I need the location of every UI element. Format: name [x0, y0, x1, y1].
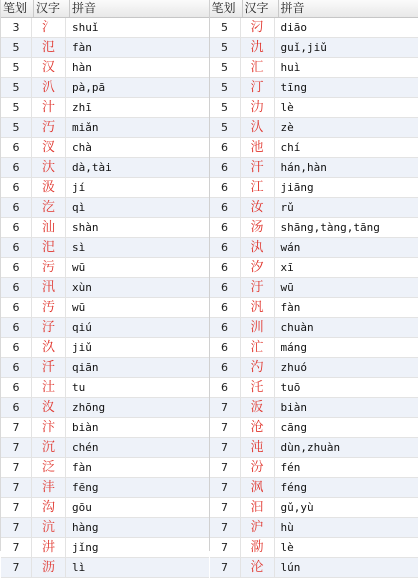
stroke-count: 7 — [210, 558, 241, 577]
pinyin: zè — [275, 118, 418, 137]
table-row[interactable] — [210, 478, 418, 498]
pinyin: xùn — [66, 278, 209, 297]
header-pinyin[interactable]: 拼音 — [279, 0, 418, 17]
stroke-count: 5 — [210, 78, 241, 97]
table-row[interactable] — [210, 498, 418, 518]
pinyin: chí — [275, 138, 418, 157]
stroke-count: 6 — [210, 318, 241, 337]
chinese-char: 汁 — [32, 98, 66, 117]
chinese-char: 汷 — [32, 398, 66, 417]
rows-right — [210, 18, 418, 578]
table-row[interactable] — [1, 38, 209, 58]
stroke-count: 5 — [1, 38, 32, 57]
table-row[interactable] — [1, 338, 209, 358]
stroke-count: 7 — [1, 478, 32, 497]
pinyin: máng — [275, 338, 418, 357]
stroke-count: 7 — [210, 458, 241, 477]
pinyin: dùn,zhuàn — [275, 438, 418, 457]
stroke-count: 6 — [1, 218, 32, 237]
stroke-count: 6 — [1, 178, 32, 197]
pinyin: wū — [66, 258, 209, 277]
table-row[interactable] — [1, 218, 209, 238]
stroke-count: 7 — [1, 498, 32, 517]
chinese-char: 沥 — [32, 558, 66, 577]
pinyin: rǔ — [275, 198, 418, 217]
table-row[interactable] — [210, 218, 418, 238]
table-left — [0, 0, 209, 551]
stroke-count: 6 — [210, 278, 241, 297]
chinese-char: 汫 — [32, 538, 66, 557]
pinyin: lún — [275, 558, 418, 577]
stroke-count: 6 — [210, 338, 241, 357]
pinyin: dà,tài — [66, 158, 209, 177]
stroke-count: 6 — [1, 378, 32, 397]
pinyin: zhuó — [275, 358, 418, 377]
table-row[interactable] — [210, 558, 418, 578]
pinyin: hù — [275, 518, 418, 537]
pinyin: fàn — [66, 458, 209, 477]
chinese-char: 污 — [32, 258, 66, 277]
chinese-char: 汛 — [32, 278, 66, 297]
table-row[interactable] — [1, 558, 209, 578]
chinese-char: 泐 — [241, 538, 275, 557]
pinyin: zhōng — [66, 398, 209, 417]
stroke-count: 7 — [1, 458, 32, 477]
table-row[interactable] — [1, 238, 209, 258]
chinese-char: 汐 — [241, 258, 275, 277]
table-row[interactable] — [1, 158, 209, 178]
table-row[interactable] — [210, 98, 418, 118]
table-row[interactable] — [210, 338, 418, 358]
table-row[interactable] — [1, 178, 209, 198]
table-row[interactable] — [1, 538, 209, 558]
pinyin: chén — [66, 438, 209, 457]
table-row[interactable] — [210, 258, 418, 278]
chinese-char: 汗 — [241, 158, 275, 177]
chinese-char: 江 — [241, 178, 275, 197]
stroke-count: 6 — [1, 198, 32, 217]
chinese-char: 汚 — [32, 298, 66, 317]
chinese-char: 汀 — [241, 78, 275, 97]
table-row[interactable] — [210, 78, 418, 98]
chinese-char: 汜 — [32, 238, 66, 257]
pinyin: fén — [275, 458, 418, 477]
rows-left — [1, 18, 209, 578]
stroke-count: 6 — [1, 318, 32, 337]
table-row[interactable] — [210, 398, 418, 418]
stroke-count: 7 — [1, 438, 32, 457]
chinese-char: 汈 — [241, 18, 275, 37]
pinyin: huì — [275, 58, 418, 77]
stroke-count: 6 — [210, 158, 241, 177]
table-row[interactable] — [1, 78, 209, 98]
pinyin: jiāng — [275, 178, 418, 197]
header-row — [210, 0, 418, 18]
table-row[interactable] — [210, 238, 418, 258]
chinese-char: 沪 — [241, 518, 275, 537]
table-row[interactable] — [210, 158, 418, 178]
chinese-char: 汇 — [241, 58, 275, 77]
stroke-count: 5 — [210, 98, 241, 117]
pinyin: miǎn — [66, 118, 209, 137]
header-strokes[interactable]: 笔划 — [1, 0, 34, 17]
table-row[interactable] — [1, 258, 209, 278]
chinese-char: 汴 — [32, 418, 66, 437]
table-row[interactable] — [1, 318, 209, 338]
pinyin: shàn — [66, 218, 209, 237]
pinyin: pà,pā — [66, 78, 209, 97]
table-row[interactable] — [210, 198, 418, 218]
header-char[interactable]: 汉字 — [243, 0, 279, 17]
chinese-char: 沉 — [32, 438, 66, 457]
chinese-char: 汅 — [32, 118, 66, 137]
pinyin: guǐ,jiǔ — [275, 38, 418, 57]
table-row[interactable] — [1, 518, 209, 538]
stroke-count: 6 — [1, 338, 32, 357]
pinyin: biàn — [66, 418, 209, 437]
stroke-count: 6 — [210, 198, 241, 217]
stroke-count: 6 — [210, 378, 241, 397]
chinese-char: 汕 — [32, 218, 66, 237]
chinese-char: 沧 — [241, 418, 275, 437]
table-row[interactable] — [210, 378, 418, 398]
chinese-char: 汋 — [241, 358, 275, 377]
table-row[interactable] — [210, 438, 418, 458]
pinyin: lè — [275, 538, 418, 557]
chinese-char: 汳 — [241, 398, 275, 417]
stroke-count: 6 — [210, 298, 241, 317]
table-row[interactable] — [1, 298, 209, 318]
pinyin: lì — [66, 558, 209, 577]
chinese-char: 汒 — [241, 338, 275, 357]
stroke-count: 6 — [210, 178, 241, 197]
chinese-char: 汩 — [241, 498, 275, 517]
table-row[interactable] — [210, 178, 418, 198]
stroke-count: 6 — [210, 358, 241, 377]
chinese-char: 汓 — [32, 318, 66, 337]
table-row[interactable] — [210, 458, 418, 478]
chinese-char: 汙 — [241, 278, 275, 297]
pinyin: wū — [275, 278, 418, 297]
pinyin: gǔ,yù — [275, 498, 418, 517]
chinese-char: 沦 — [241, 558, 275, 577]
stroke-count: 7 — [210, 478, 241, 497]
table-row[interactable] — [210, 538, 418, 558]
chinese-char: 氿 — [241, 38, 275, 57]
table-right — [209, 0, 418, 551]
stroke-count: 7 — [1, 538, 32, 557]
table-row[interactable] — [1, 418, 209, 438]
chinese-char: 沌 — [241, 438, 275, 457]
table-row[interactable] — [1, 378, 209, 398]
stroke-count: 7 — [210, 398, 241, 417]
pinyin: qiú — [66, 318, 209, 337]
pinyin: chuàn — [275, 318, 418, 337]
table-row[interactable] — [210, 358, 418, 378]
chinese-char: 汑 — [241, 378, 275, 397]
stroke-count: 5 — [210, 38, 241, 57]
table-row[interactable] — [1, 18, 209, 38]
table-row[interactable] — [1, 498, 209, 518]
table-row[interactable] — [1, 278, 209, 298]
stroke-count: 5 — [210, 18, 241, 37]
table-row[interactable] — [1, 198, 209, 218]
table-row[interactable] — [1, 138, 209, 158]
header-row — [1, 0, 209, 18]
chinese-char: 汄 — [241, 118, 275, 137]
table-row[interactable] — [210, 38, 418, 58]
table-row[interactable] — [210, 418, 418, 438]
stroke-count: 6 — [210, 258, 241, 277]
table-row[interactable] — [210, 18, 418, 38]
chinese-char: 汤 — [241, 218, 275, 237]
stroke-count: 7 — [1, 418, 32, 437]
pinyin: hàng — [66, 518, 209, 537]
stroke-count: 6 — [210, 238, 241, 257]
stroke-count: 5 — [1, 78, 32, 97]
table-row[interactable] — [210, 138, 418, 158]
stroke-count: 6 — [1, 238, 32, 257]
stroke-count: 7 — [1, 558, 32, 577]
chinese-char: 氵 — [32, 18, 66, 37]
pinyin: jí — [66, 178, 209, 197]
table-row[interactable] — [1, 358, 209, 378]
pinyin: xī — [275, 258, 418, 277]
stroke-count: 6 — [1, 298, 32, 317]
stroke-count: 6 — [210, 218, 241, 237]
pinyin: tīng — [275, 78, 418, 97]
chinese-char: 沆 — [32, 518, 66, 537]
pinyin: chà — [66, 138, 209, 157]
chinese-char: 汏 — [32, 158, 66, 177]
chinese-char: 泛 — [32, 458, 66, 477]
table-row[interactable] — [1, 98, 209, 118]
table-row[interactable] — [210, 278, 418, 298]
pinyin: sì — [66, 238, 209, 257]
stroke-count: 6 — [1, 138, 32, 157]
stroke-count: 5 — [1, 58, 32, 77]
pinyin: hán,hàn — [275, 158, 418, 177]
pinyin: fàn — [275, 298, 418, 317]
table-row[interactable] — [210, 518, 418, 538]
stroke-count: 6 — [1, 278, 32, 297]
pinyin: qì — [66, 198, 209, 217]
table-row[interactable] — [1, 458, 209, 478]
pinyin: jǐng — [66, 538, 209, 557]
stroke-count: 6 — [1, 158, 32, 177]
pinyin: gōu — [66, 498, 209, 517]
pinyin: diāo — [275, 18, 418, 37]
pinyin: cāng — [275, 418, 418, 437]
chinese-char: 汊 — [32, 138, 66, 157]
pinyin: biàn — [275, 398, 418, 417]
chinese-char: 氾 — [32, 38, 66, 57]
chinese-char: 汃 — [32, 78, 66, 97]
stroke-count: 6 — [1, 398, 32, 417]
stroke-count: 3 — [1, 18, 32, 37]
chinese-char: 沨 — [241, 478, 275, 497]
stroke-count: 5 — [210, 58, 241, 77]
pinyin: tuō — [275, 378, 418, 397]
stroke-count: 7 — [210, 418, 241, 437]
chinese-char: 池 — [241, 138, 275, 157]
stroke-count: 6 — [210, 138, 241, 157]
chinese-char: 汣 — [32, 338, 66, 357]
table-row[interactable] — [210, 318, 418, 338]
table-row[interactable] — [1, 438, 209, 458]
pinyin: tu — [66, 378, 209, 397]
pinyin: zhī — [66, 98, 209, 117]
chinese-char: 汉 — [32, 58, 66, 77]
header-char[interactable]: 汉字 — [34, 0, 70, 17]
chinese-char: 沣 — [32, 478, 66, 497]
pinyin: hàn — [66, 58, 209, 77]
pinyin: lè — [275, 98, 418, 117]
pinyin: qiān — [66, 358, 209, 377]
stroke-count: 5 — [210, 118, 241, 137]
table-row[interactable] — [1, 478, 209, 498]
header-pinyin[interactable]: 拼音 — [70, 0, 209, 17]
chinese-char: 汝 — [241, 198, 275, 217]
chinese-char: 汎 — [241, 298, 275, 317]
stroke-count: 7 — [210, 538, 241, 557]
table-row[interactable] — [1, 118, 209, 138]
pinyin: wū — [66, 298, 209, 317]
table-row[interactable] — [210, 58, 418, 78]
chinese-char: 沟 — [32, 498, 66, 517]
stroke-count: 6 — [1, 258, 32, 277]
chinese-char: 氻 — [241, 98, 275, 117]
chinese-char: 汲 — [32, 178, 66, 197]
chinese-char: 汘 — [32, 358, 66, 377]
stroke-count: 7 — [210, 518, 241, 537]
stroke-count: 6 — [1, 358, 32, 377]
pinyin: jiǔ — [66, 338, 209, 357]
table-row[interactable] — [210, 298, 418, 318]
stroke-count: 5 — [1, 118, 32, 137]
table-row[interactable] — [1, 398, 209, 418]
chinese-char: 汾 — [241, 458, 275, 477]
pinyin: shāng,tàng,tāng — [275, 218, 418, 237]
table-row[interactable] — [210, 118, 418, 138]
stroke-count: 7 — [210, 438, 241, 457]
header-strokes[interactable]: 笔划 — [210, 0, 243, 17]
table-row[interactable] — [1, 58, 209, 78]
chinese-char: 汔 — [32, 198, 66, 217]
stroke-count: 7 — [1, 518, 32, 537]
chinese-char: 汍 — [241, 238, 275, 257]
pinyin: wán — [275, 238, 418, 257]
chinese-char: 汌 — [241, 318, 275, 337]
stroke-count: 7 — [210, 498, 241, 517]
chinese-char: 汢 — [32, 378, 66, 397]
pinyin: fēng — [66, 478, 209, 497]
pinyin: fàn — [66, 38, 209, 57]
stroke-count: 5 — [1, 98, 32, 117]
pinyin: féng — [275, 478, 418, 497]
pinyin: shuǐ — [66, 18, 209, 37]
